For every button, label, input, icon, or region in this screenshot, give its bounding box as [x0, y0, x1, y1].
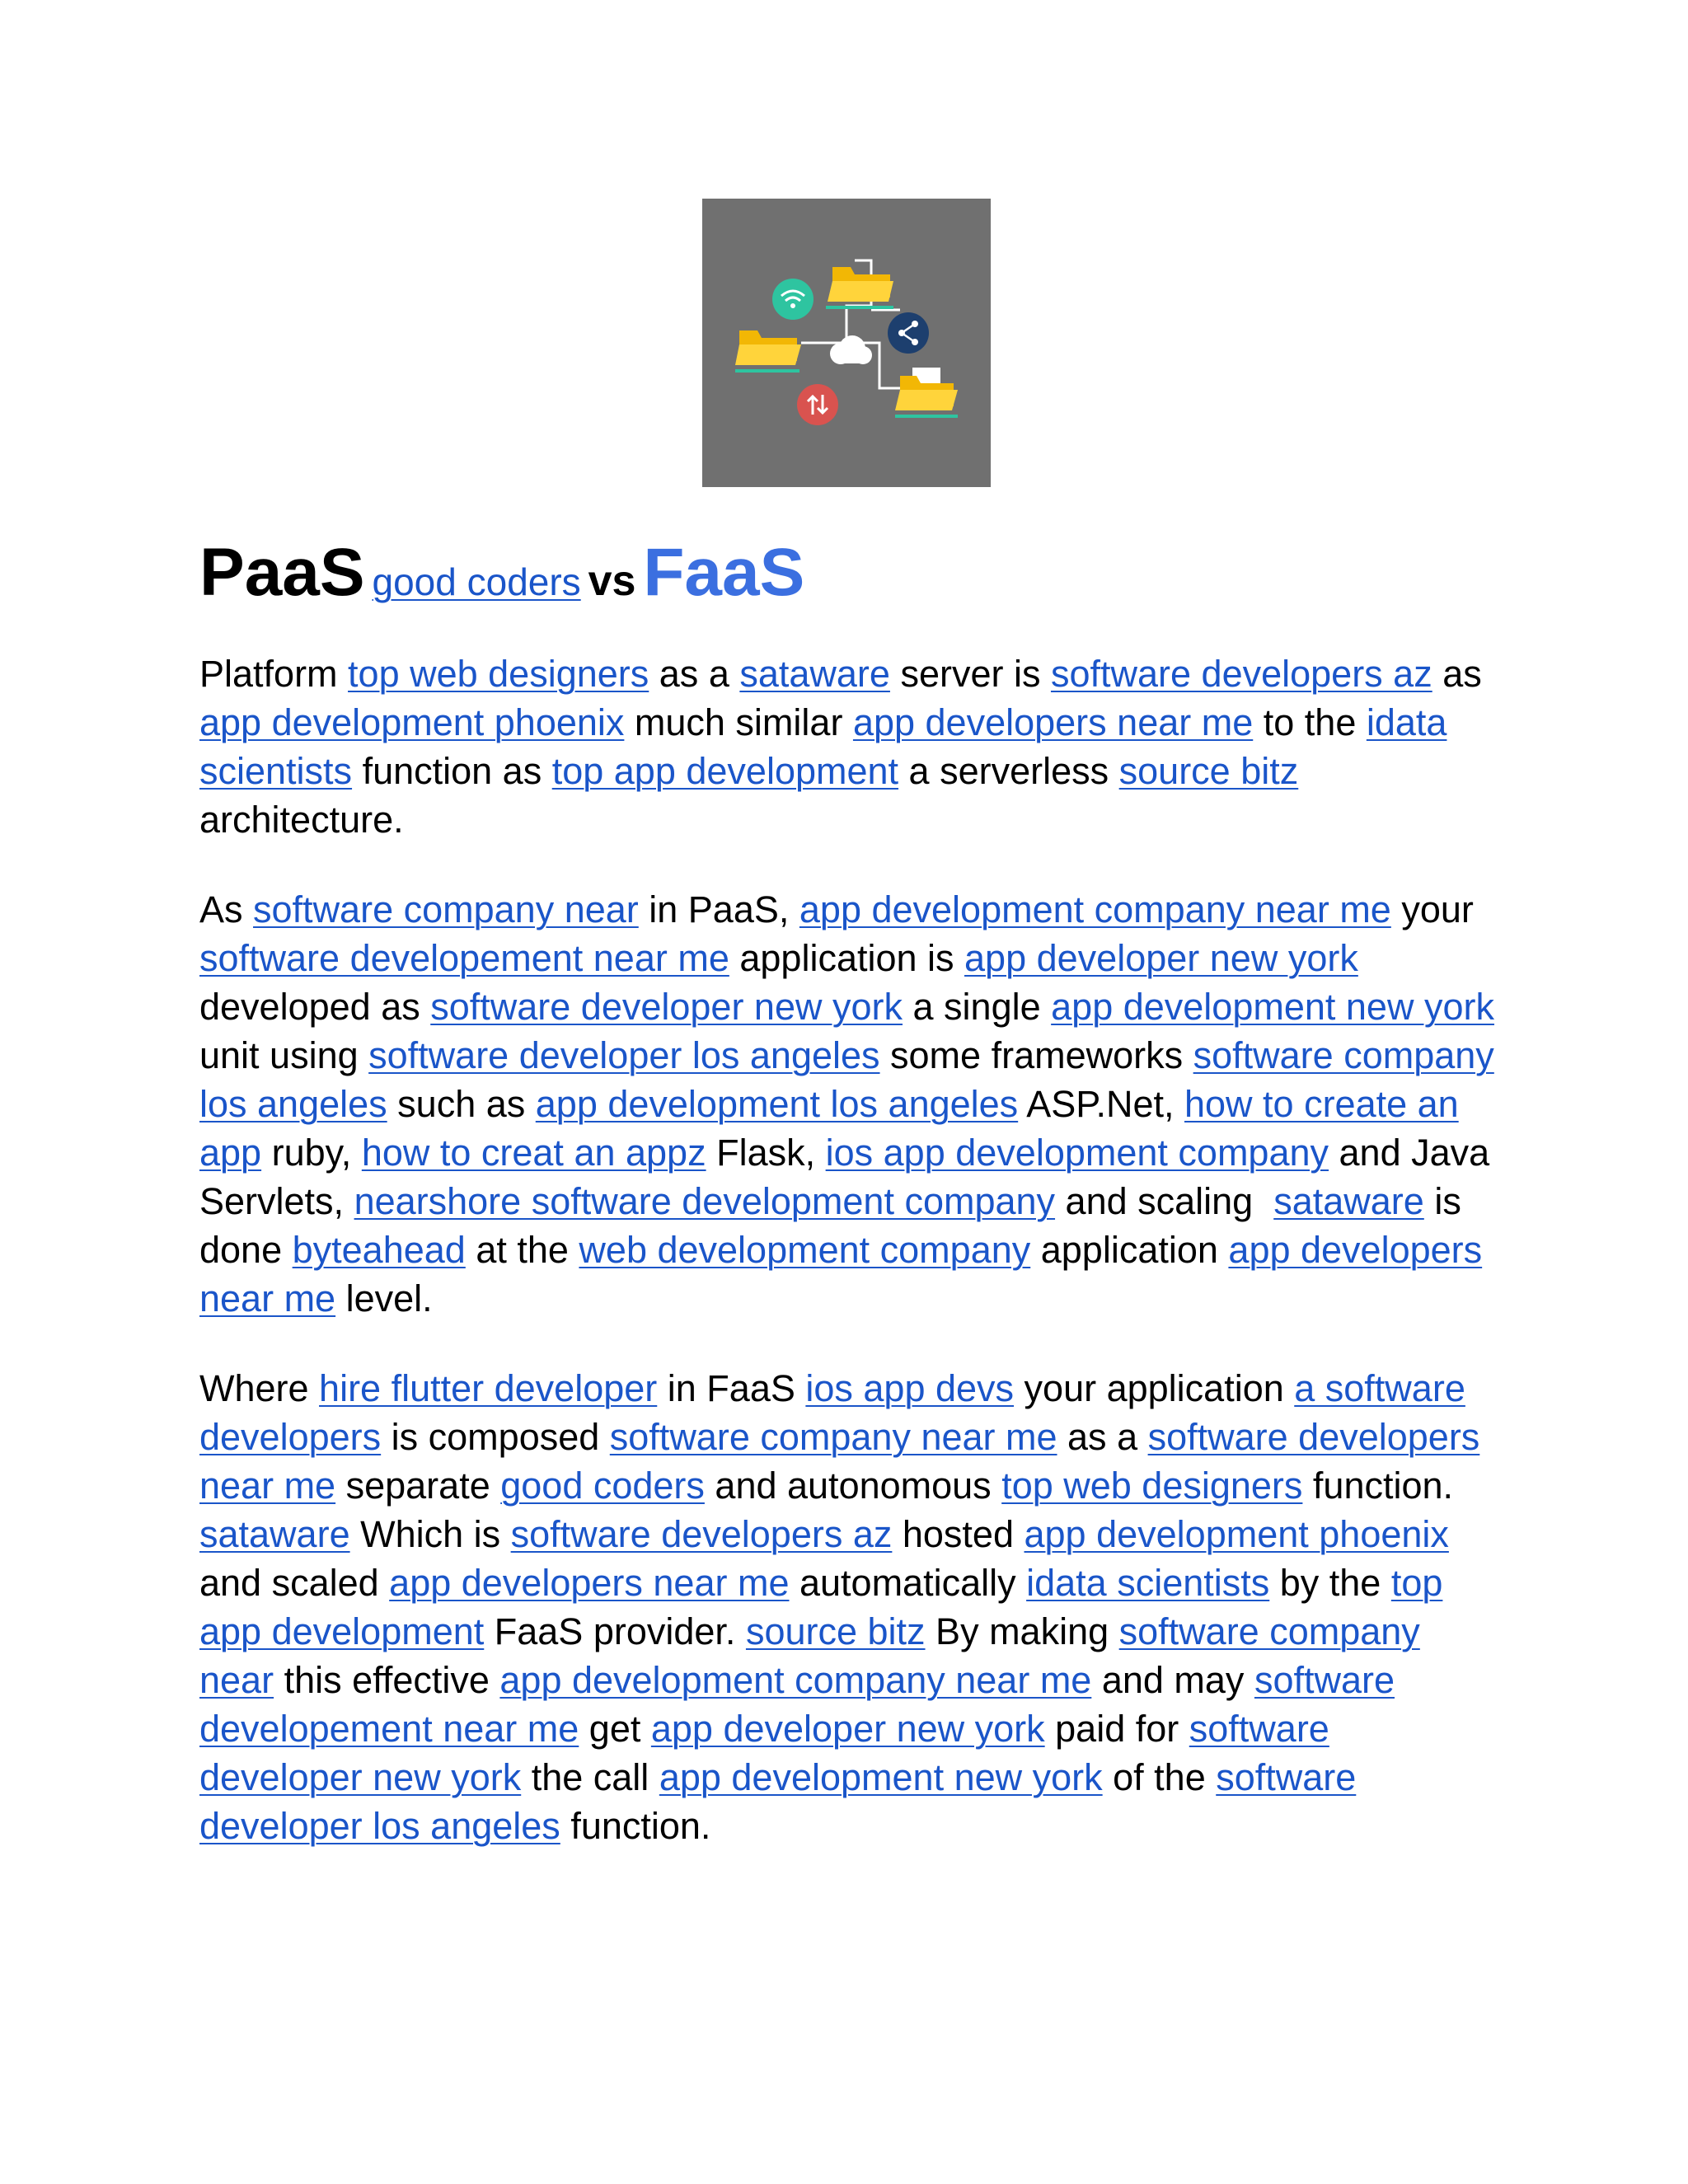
inline-link[interactable]: hire flutter developer: [319, 1367, 658, 1409]
inline-link[interactable]: top web designers: [348, 653, 649, 695]
page-title: [199, 536, 1518, 610]
text: as: [1432, 653, 1482, 695]
inline-link[interactable]: idata scientists: [1026, 1562, 1270, 1604]
share-icon: [888, 312, 929, 354]
inline-link[interactable]: app development phoenix: [199, 701, 625, 743]
inline-link[interactable]: software developers az: [510, 1513, 893, 1555]
inline-link[interactable]: ios app devs: [805, 1367, 1015, 1409]
text: Where: [199, 1367, 320, 1409]
inline-link[interactable]: software developers near me: [199, 1416, 1480, 1507]
text: developed as: [199, 986, 431, 1028]
text: your application: [1014, 1367, 1295, 1409]
text: of the: [1102, 1756, 1217, 1798]
article-body: [199, 649, 1502, 1891]
inline-link[interactable]: software company los angeles: [199, 1034, 1494, 1125]
inline-link[interactable]: byteahead: [292, 1229, 466, 1271]
inline-link[interactable]: sataware: [739, 653, 890, 695]
paragraph-3: [199, 1364, 1502, 1850]
inline-link[interactable]: app developers near me: [199, 1229, 1483, 1319]
text: in FaaS: [657, 1367, 806, 1409]
text: automatically: [789, 1562, 1027, 1604]
folder-icon: [735, 330, 801, 373]
text: at the: [465, 1229, 579, 1271]
text: hosted: [892, 1513, 1025, 1555]
title-vs: vs: [588, 557, 636, 605]
text: to the: [1253, 701, 1367, 743]
text: function.: [1302, 1465, 1454, 1507]
text: level.: [335, 1277, 433, 1319]
text: separate: [335, 1465, 501, 1507]
text: is composed: [381, 1416, 610, 1458]
inline-link[interactable]: app development company near me: [799, 888, 1391, 930]
inline-link[interactable]: software developement near me: [199, 937, 729, 979]
text: as a: [649, 653, 740, 695]
inline-link[interactable]: software developers az: [1050, 653, 1432, 695]
text: and Java Servlets,: [199, 1132, 1490, 1222]
inline-link[interactable]: source bitz: [1118, 750, 1299, 792]
text: As: [199, 888, 254, 930]
text: in PaaS,: [638, 888, 799, 930]
text: a serverless: [898, 750, 1119, 792]
inline-link[interactable]: software developer los angeles: [199, 1756, 1357, 1847]
folder-icon: [826, 267, 893, 309]
text: FaaS provider.: [484, 1610, 746, 1652]
inline-link[interactable]: software developement near me: [199, 1659, 1395, 1750]
inline-link[interactable]: app developers near me: [852, 701, 1254, 743]
text: and scaling: [1055, 1180, 1274, 1222]
inline-link[interactable]: app development new york: [659, 1756, 1103, 1798]
title-link[interactable]: good coders: [372, 560, 581, 603]
inline-link[interactable]: software developer new york: [430, 986, 903, 1028]
inline-link[interactable]: top app development: [551, 750, 899, 792]
text: your: [1390, 888, 1474, 930]
text: By making: [925, 1610, 1119, 1652]
text: unit using: [199, 1034, 369, 1076]
inline-link[interactable]: web development company: [579, 1229, 1031, 1271]
title-faas: FaaS: [643, 535, 805, 610]
inline-link[interactable]: nearshore software development company: [354, 1180, 1056, 1222]
text: Flask,: [706, 1132, 826, 1174]
text: a single: [903, 986, 1052, 1028]
text: function as: [352, 750, 552, 792]
inline-link[interactable]: app development phoenix: [1024, 1513, 1449, 1555]
wifi-icon: [772, 279, 814, 320]
text: the call: [521, 1756, 659, 1798]
inline-link[interactable]: app development company near me: [499, 1659, 1092, 1701]
inline-link[interactable]: software company near: [253, 888, 639, 930]
text: get: [579, 1708, 651, 1750]
inline-link[interactable]: app development los angeles: [535, 1083, 1019, 1125]
text: and scaled: [199, 1562, 390, 1604]
transfer-icon: [797, 384, 838, 425]
inline-link[interactable]: how to creat an appz: [361, 1132, 706, 1174]
text: function.: [560, 1805, 711, 1847]
paragraph-2: [199, 885, 1502, 1323]
text: application: [1030, 1229, 1229, 1271]
inline-link[interactable]: software company near: [199, 1610, 1420, 1701]
inline-link[interactable]: source bitz: [745, 1610, 926, 1652]
cloud-icon: [830, 335, 872, 364]
text: paid for: [1044, 1708, 1189, 1750]
inline-link[interactable]: app developer new york: [964, 937, 1358, 979]
text: architecture.: [199, 799, 404, 841]
inline-link[interactable]: sataware: [1273, 1180, 1424, 1222]
text: some frameworks: [879, 1034, 1193, 1076]
inline-link[interactable]: how to create an app: [199, 1083, 1459, 1174]
text: and autonomous: [704, 1465, 1002, 1507]
inline-link[interactable]: software developer los angeles: [368, 1034, 880, 1076]
title-paas: PaaS: [199, 535, 365, 610]
inline-link[interactable]: software company near me: [609, 1416, 1057, 1458]
inline-link[interactable]: sataware: [199, 1513, 350, 1555]
text: Platform: [199, 653, 349, 695]
text: is done: [199, 1180, 1461, 1271]
text: as a: [1057, 1416, 1148, 1458]
inline-link[interactable]: software developer new york: [199, 1708, 1329, 1798]
text: much similar: [624, 701, 853, 743]
inline-link[interactable]: app developer new york: [650, 1708, 1045, 1750]
text: ASP.Net,: [1018, 1083, 1184, 1125]
inline-link[interactable]: top app development: [199, 1562, 1443, 1652]
text: such as: [387, 1083, 536, 1125]
paragraph-1: [199, 649, 1502, 844]
text: application is: [729, 937, 965, 979]
text: by the: [1269, 1562, 1391, 1604]
inline-link[interactable]: app development new york: [1051, 986, 1494, 1028]
document-folder-icon: [895, 368, 958, 418]
text: server is: [889, 653, 1051, 695]
text: and may: [1091, 1659, 1254, 1701]
inline-link[interactable]: app developers near me: [389, 1562, 790, 1604]
text: Which is: [349, 1513, 511, 1555]
text: ruby,: [261, 1132, 362, 1174]
inline-link[interactable]: idata scientists: [199, 701, 1447, 792]
inline-link[interactable]: ios app development company: [825, 1132, 1329, 1174]
text: this effective: [274, 1659, 500, 1701]
cloud-network-illustration: [702, 199, 991, 487]
inline-link[interactable]: a software developers: [199, 1367, 1465, 1458]
inline-link[interactable]: good coders: [500, 1465, 705, 1507]
inline-link[interactable]: top web designers: [1001, 1465, 1303, 1507]
